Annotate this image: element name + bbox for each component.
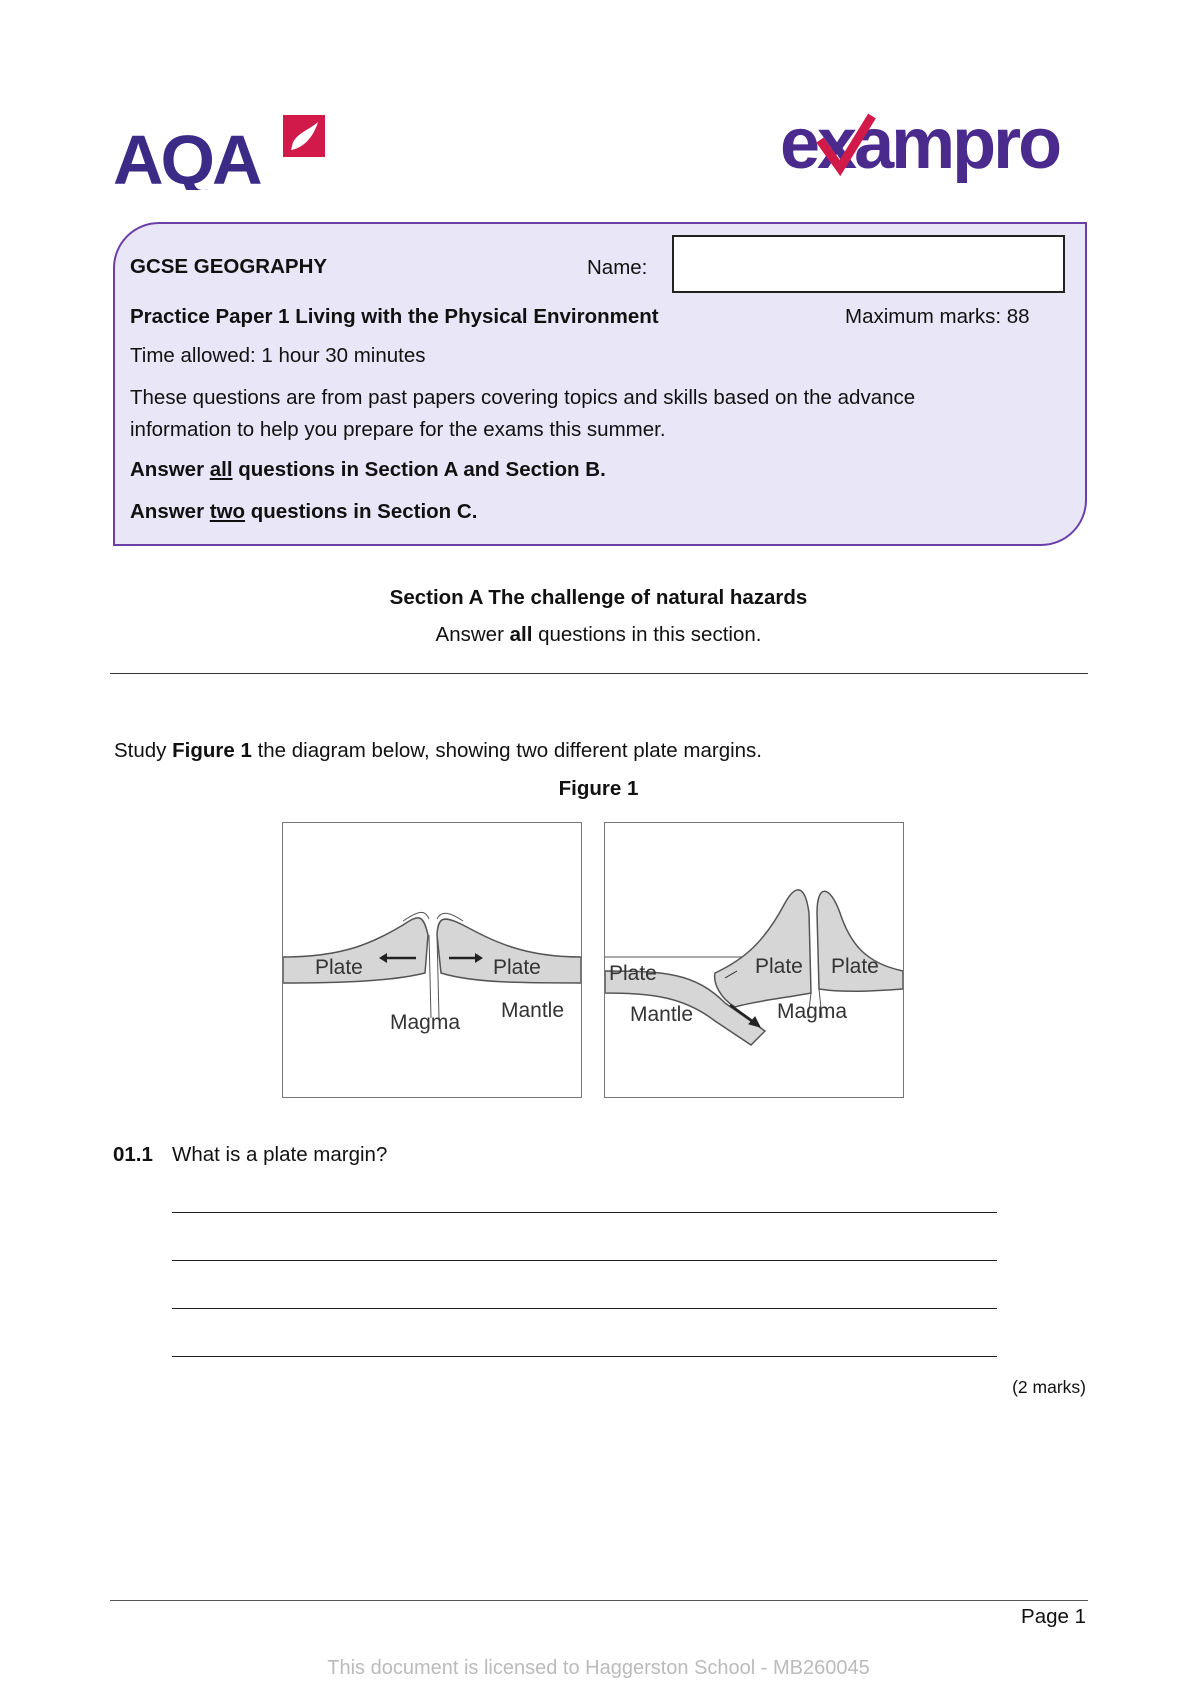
label-mantle: Mantle: [501, 999, 565, 1022]
label-plate-subducting: Plate: [609, 962, 657, 985]
paper-title: Practice Paper 1 Living with the Physical Environment: [130, 305, 659, 328]
aqa-logo: [113, 110, 333, 195]
answer-line[interactable]: [172, 1356, 997, 1357]
max-marks: Maximum marks: 88: [845, 305, 1030, 328]
page-number: Page 1: [1021, 1605, 1086, 1628]
name-field[interactable]: [672, 235, 1065, 293]
section-title: Section A The challenge of natural hazards: [389, 586, 808, 609]
label-plate-right: Plate: [831, 955, 879, 978]
marks-label: (2 marks): [1012, 1377, 1086, 1397]
figure-title: Figure 1: [558, 777, 639, 800]
destructive-margin-diagram: [604, 822, 904, 1098]
svg-text:exampro: exampro: [780, 110, 1060, 184]
question-number: 01.1: [113, 1143, 153, 1166]
section-subtitle: Answer all questions in this section.: [435, 623, 762, 646]
time-allowed: Time allowed: 1 hour 30 minutes: [130, 344, 426, 367]
label-plate-right: Plate: [493, 956, 541, 979]
answer-line[interactable]: [172, 1212, 997, 1213]
label-plate-middle: Plate: [755, 955, 803, 978]
answer-line[interactable]: [172, 1260, 997, 1261]
answer-line[interactable]: [172, 1308, 997, 1309]
divider: [110, 673, 1088, 674]
label-magma: Magma: [777, 1000, 848, 1023]
svg-text:AQA: AQA: [113, 121, 260, 190]
intro-line-1: These questions are from past papers covering topics and skills based on the advance: [130, 386, 916, 409]
intro-line-2: information to help you prepare for the exams this summer.: [130, 418, 666, 441]
footer-divider: [110, 1600, 1088, 1601]
label-plate-left: Plate: [315, 956, 363, 979]
name-label: Name:: [587, 256, 648, 279]
label-magma: Magma: [390, 1011, 461, 1034]
study-instruction: Study Figure 1 the diagram below, showing two different plate margins.: [114, 739, 763, 762]
subject-title: GCSE GEOGRAPHY: [130, 255, 328, 278]
label-mantle: Mantle: [630, 1003, 694, 1026]
instruction-2: Answer two questions in Section C.: [130, 500, 478, 523]
license-notice: This document is licensed to Haggerston School - MB260045: [327, 1657, 870, 1679]
instruction-1: Answer all questions in Section A and Section B.: [130, 458, 606, 481]
question-text: What is a plate margin?: [172, 1143, 388, 1166]
constructive-margin-diagram: [282, 822, 582, 1098]
exampro-logo: [780, 110, 1090, 195]
